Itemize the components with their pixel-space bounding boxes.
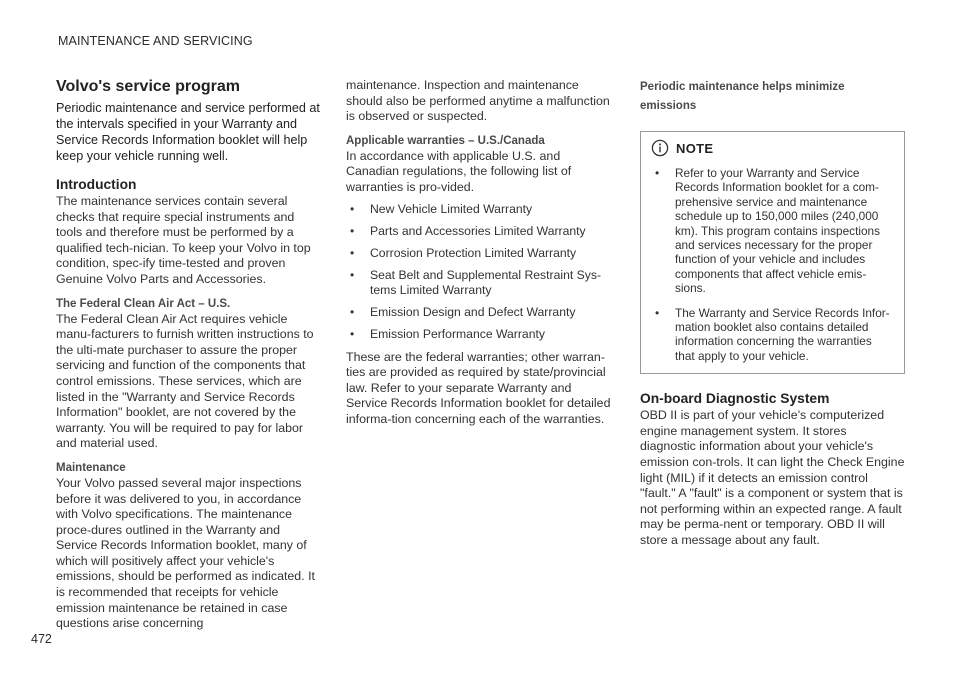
list-item: • Corrosion Protection Limited Warranty [346, 246, 611, 261]
warranties-heading: Applicable warranties – U.S./Canada [346, 134, 545, 147]
list-item: • Emission Design and Defect Warranty [346, 305, 611, 320]
clean-air-act-text: The Federal Clean Air Act requires vehicle manu-facturers to furnish written instructions to the ulti-mate purchaser to assure the proper servicing and function of the components that control emissions. These services, which are listed in the "Warranty and Service Records Information" booklet, are not covered by the warranty. You will be required to pay for labor and material used. [56, 311, 314, 451]
note-list [651, 166, 894, 363]
page-number: 472 [31, 632, 52, 646]
info-circle-icon [651, 139, 669, 157]
introduction-text: The maintenance services contain several checks that require special instruments and tools and therefore must be performed by a qualified tech-nician. To keep your Volvo in top condition, spec-ify time-tested and proven Genuine Volvo Parts and Accessories. [56, 194, 311, 286]
introduction-heading: Introduction [56, 177, 137, 192]
section-title: Volvo's service program [56, 78, 241, 95]
obd-text: OBD II is part of your vehicle's computerized engine management system. It stores diagnostic information about your vehicle's emission con-trols. It can light the Check Engine light (MIL) if it detects an emission control "fault." A "fault" is a component or system that is not performing within an expected range. A fault may be perma-nent or temporary. OBD II will store a message about any fault. [640, 408, 905, 548]
warranties-intro: In accordance with applicable U.S. and Canadian regulations, the following list of warranties is pro-vided. [346, 148, 572, 194]
column-right [640, 78, 905, 549]
running-header: MAINTENANCE AND SERVICING [58, 34, 253, 48]
maintenance-text: Your Volvo passed several major inspections before it was delivered to you, in accordance with Volvo specifications. The maintenance proce-dures outlined in the Warranty and Service Records Information booklet, many of which will positively affect your vehicle's emissions, should be performed as indicated. It is recommended that receipts for vehicle emission maintenance be retained in case questions arise concerning [56, 475, 315, 631]
emissions-heading: Periodic maintenance helps minimize emissions [640, 81, 845, 112]
list-item: • New Vehicle Limited Warranty [346, 202, 611, 217]
list-item: • The Warranty and Service Records Infor-mation booklet also contains detailed information concerning the warranties that apply to your vehicle. [651, 306, 894, 364]
warranties-outro: These are the federal warranties; other warran-ties are provided as required by state/provincial law. Refer to your separate Warranty and Service Records Information booklet for detailed informa-tion concerning each of the warranties. [346, 349, 611, 426]
maintenance-heading: Maintenance [56, 461, 126, 474]
note-title: NOTE [676, 140, 714, 156]
note-header [651, 139, 894, 157]
note-box [640, 131, 905, 374]
list-item: • Refer to your Warranty and Service Records Information booklet for a com-prehensive service and maintenance schedule up to 150,000 miles (240,000 km). This program contains inspections and services necessary for the proper function of your vehicle and includes components that affect vehicle emis-sions. [651, 166, 894, 296]
list-item: • Parts and Accessories Limited Warranty [346, 224, 611, 239]
list-item: • Emission Performance Warranty [346, 327, 611, 342]
maintenance-continued-text: maintenance. Inspection and maintenance should also be performed anytime a malfunction is observed or suspected. [346, 78, 610, 124]
list-item: • Seat Belt and Supplemental Restraint Sys-tems Limited Warranty [346, 268, 611, 298]
clean-air-act-heading: The Federal Clean Air Act – U.S. [56, 297, 231, 310]
column-middle [346, 78, 611, 428]
lead-paragraph: Periodic maintenance and service performed at the intervals specified in your Warranty and Service Records Information booklet will help keep your vehicle running well. [56, 101, 320, 163]
obd-heading: On-board Diagnostic System [640, 391, 830, 407]
warranties-list [346, 202, 611, 342]
column-left [56, 78, 321, 632]
